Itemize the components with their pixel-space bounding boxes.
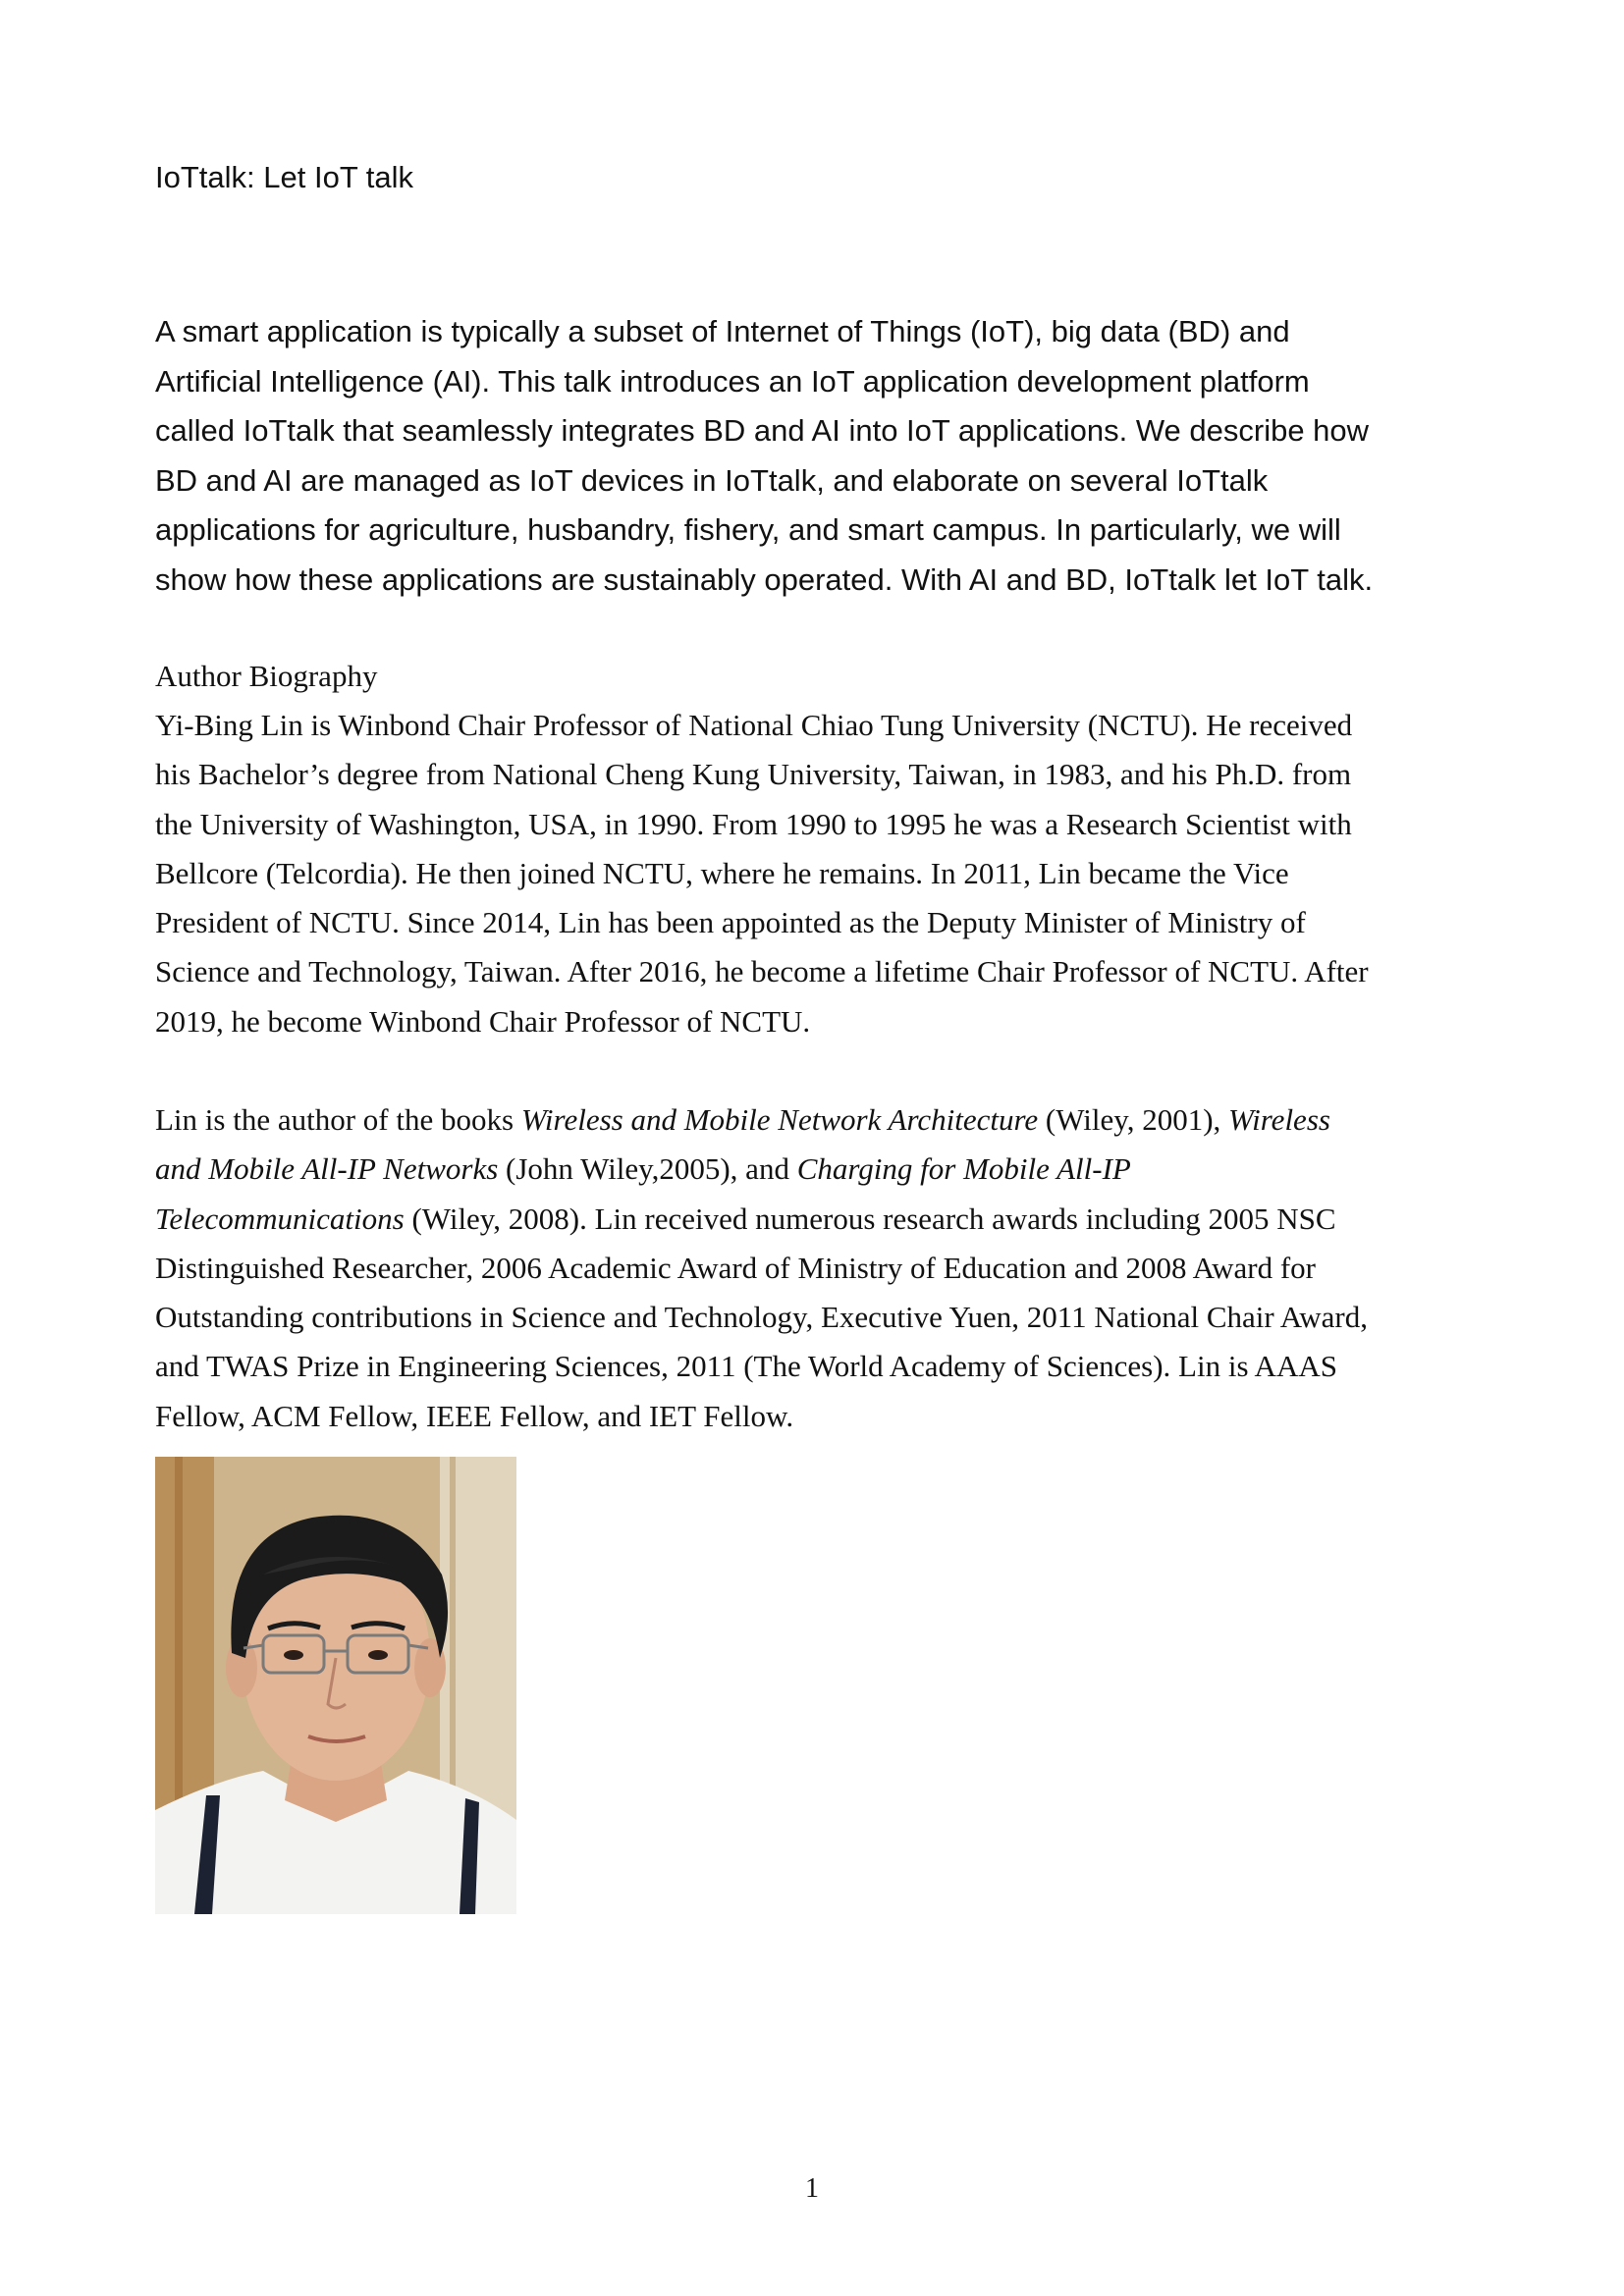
publications-line: Outstanding contributions in Science and Technology, Executive Yuen, 2011 National Chair Award, [155,1300,1369,1335]
publications-line: and TWAS Prize in Engineering Sciences, 2011 (The World Academy of Sciences). Lin is AAAS [155,1349,1337,1384]
book-title: Charging for Mobile All-IP [796,1151,1131,1187]
publications-line [155,1095,1530,1145]
biography-line: Science and Technology, Taiwan. After 2016, he become a lifetime Chair Professor of NCTU. After [155,954,1369,989]
biography-line: Bellcore (Telcordia). He then joined NCTU, where he remains. In 2011, Lin became the Vice [155,855,1289,890]
publications-line [155,1195,1530,1244]
abstract-line: BD and AI are managed as IoT devices in IoTtalk, and elaborate on several IoTtalk [155,462,1269,498]
book-title: and Mobile All-IP Networks [155,1151,499,1187]
biography-line: Yi-Bing Lin is Winbond Chair Professor of National Chiao Tung University (NCTU). He received [155,708,1353,742]
author-photo [155,1457,516,1914]
publications-paragraph [155,1095,1530,1441]
publications-line: Fellow, ACM Fellow, IEEE Fellow, and IET Fellow. [155,1398,794,1433]
page-number: 1 [805,2173,819,2204]
portrait-icon [155,1457,516,1914]
book-title: Telecommunications [155,1201,405,1236]
text-run: (Wiley, 2008). Lin received numerous research awards including 2005 NSC [404,1201,1336,1236]
publications-line: Distinguished Researcher, 2006 Academic Award of Ministry of Education and 2008 Award for [155,1250,1316,1285]
abstract-line: Artificial Intelligence (AI). This talk introduces an IoT application development platform [155,363,1310,399]
biography-heading: Author Biography [155,659,378,693]
biography-paragraph [155,701,1530,1046]
publications-line [155,1145,1530,1194]
abstract-line: called IoTtalk that seamlessly integrates BD and AI into IoT applications. We describe how [155,413,1370,448]
text-run: (John Wiley,2005), and [498,1151,797,1187]
abstract-line: applications for agriculture, husbandry, fishery, and smart campus. In particularly, we will [155,512,1341,547]
book-title: Wireless [1228,1102,1330,1137]
talk-title: IoTtalk: Let IoT talk [155,160,414,194]
biography-line: the University of Washington, USA, in 1990. From 1990 to 1995 he was a Research Scientist with [155,806,1352,841]
talk-abstract [155,307,1530,605]
text-run: Lin is the author of the books [155,1102,521,1137]
abstract-line: show how these applications are sustainably operated. With AI and BD, IoTtalk let IoT talk. [155,561,1374,597]
text-run: (Wiley, 2001), [1038,1102,1229,1137]
abstract-line: A smart application is typically a subset of Internet of Things (IoT), big data (BD) and [155,314,1290,348]
biography-line: 2019, he become Winbond Chair Professor of NCTU. [155,1003,811,1039]
biography-line: his Bachelor’s degree from National Cheng Kung University, Taiwan, in 1983, and his Ph.D. from [155,757,1352,792]
book-title: Wireless and Mobile Network Architecture [520,1102,1039,1137]
biography-line: President of NCTU. Since 2014, Lin has been appointed as the Deputy Minister of Ministry of [155,905,1306,940]
